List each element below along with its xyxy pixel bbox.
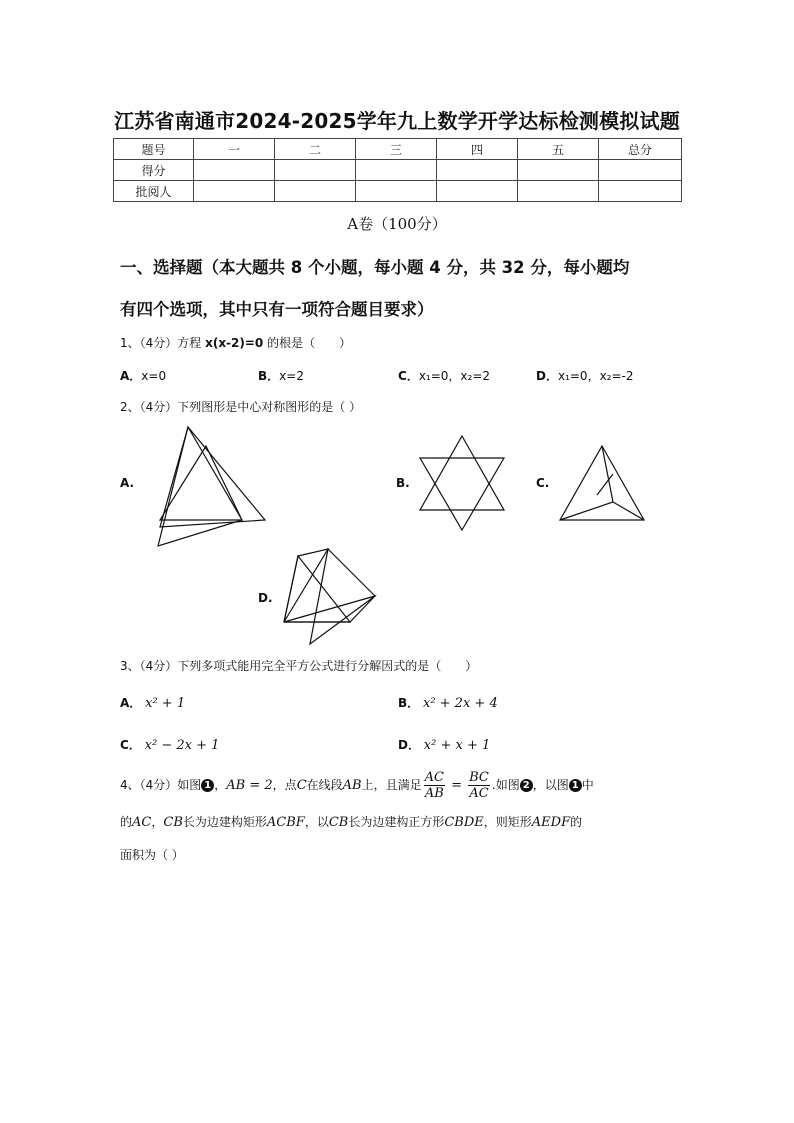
q4-math: AC xyxy=(132,815,152,830)
option-text: x=0 xyxy=(141,369,167,383)
option-text: x₁=0，x₂=-2 xyxy=(557,369,634,383)
header-cell: 三 xyxy=(356,139,437,160)
fraction-ac-ab xyxy=(424,770,445,801)
score-cell xyxy=(518,181,599,202)
option-text: x=2 xyxy=(279,369,304,383)
header-cell: 二 xyxy=(275,139,356,160)
option-expression: x² + 1 xyxy=(145,696,186,711)
score-table xyxy=(113,138,682,202)
score-cell xyxy=(437,160,518,181)
q4-math: CB xyxy=(328,815,349,830)
q1-stem-suffix: 的根是（ ） xyxy=(263,336,352,350)
score-row xyxy=(114,160,682,181)
score-cell xyxy=(437,181,518,202)
fraction-denominator: AC xyxy=(469,786,489,801)
q4-text: 的 xyxy=(120,815,133,829)
option-label: D． xyxy=(398,738,420,752)
q2-stem: 2、（4分）下列图形是中心对称图形的是（ ） xyxy=(120,400,362,414)
q1-stem xyxy=(120,334,351,351)
q4-text: ，点 xyxy=(272,778,297,792)
option-expression: x² + 2x + 4 xyxy=(422,696,498,711)
header-cell: 一 xyxy=(194,139,275,160)
option-text: x₁=0，x₂=2 xyxy=(418,369,491,383)
figure-2-marker: 2 xyxy=(520,779,533,792)
figure-b-triangle-up xyxy=(420,436,504,510)
q3-stem: 3、（4分）下列多项式能用完全平方公式进行分解因式的是（ ） xyxy=(120,659,478,673)
score-cell xyxy=(599,181,682,202)
score-cell xyxy=(599,160,682,181)
option-label: B． xyxy=(258,369,280,383)
score-cell xyxy=(356,160,437,181)
q4-text: 上，且满足 xyxy=(361,778,422,792)
q2-figure-a xyxy=(140,420,275,555)
q4-text: 中 xyxy=(581,778,594,792)
part1-heading-line1: 一、选择题（本大题共 8 个小题，每小题 4 分，共 32 分，每小题均 xyxy=(120,258,630,277)
header-cell: 总分 xyxy=(599,139,682,160)
figure-1-marker: 1 xyxy=(569,779,582,792)
q1-option-c xyxy=(398,367,490,384)
q4-text: ，则矩形 xyxy=(483,815,532,829)
figure-1-marker: 1 xyxy=(201,779,214,792)
header-cell: 五 xyxy=(518,139,599,160)
q2-label-a: A. xyxy=(120,476,135,490)
q1-option-a xyxy=(120,367,166,384)
figure-b-triangle-down xyxy=(420,458,504,530)
q2-label-b: B. xyxy=(396,476,410,490)
option-expression: x² + x + 1 xyxy=(423,738,491,753)
q3-option-b xyxy=(398,694,498,711)
q2-figure-c xyxy=(555,440,650,528)
fraction-bc-ac xyxy=(468,770,490,801)
q4-text: 长为边建构正方形 xyxy=(348,815,445,829)
q4-math: AEDF xyxy=(531,815,571,830)
q4-math: AB xyxy=(342,778,362,793)
row-label: 批阅人 xyxy=(114,181,194,202)
q1-stem-prefix: 1、（4分）方程 xyxy=(120,336,206,350)
q3-option-c xyxy=(120,736,219,753)
reviewer-row xyxy=(114,181,682,202)
option-label: C． xyxy=(120,738,141,752)
option-label: A． xyxy=(120,369,142,383)
option-label: D． xyxy=(536,369,558,383)
figure-c-inner-line-1 xyxy=(560,446,613,520)
figure-a-triangle-3 xyxy=(158,427,242,546)
q4-text: ， xyxy=(151,815,164,829)
score-table-header-row xyxy=(114,139,682,160)
q4-stem-line3: 面积为（ ） xyxy=(120,848,184,862)
q3-option-d xyxy=(398,736,490,753)
section-title: A卷（100分） xyxy=(347,215,447,233)
option-label: B． xyxy=(398,696,420,710)
q3-option-a xyxy=(120,694,185,711)
q4-text: ， xyxy=(214,778,227,792)
q4-math: CB xyxy=(163,815,183,830)
fraction-numerator: BC xyxy=(469,770,489,785)
header-cell: 四 xyxy=(437,139,518,160)
q4-stem-line2 xyxy=(120,813,582,830)
q4-text: 长为边建构矩形 xyxy=(182,815,267,829)
q4-stem-line1 xyxy=(120,768,594,803)
score-cell xyxy=(356,181,437,202)
option-expression: x² − 2x + 1 xyxy=(144,738,220,753)
exam-title: 江苏省南通市2024-2025学年九上数学开学达标检测模拟试题 xyxy=(114,109,680,133)
score-cell xyxy=(275,160,356,181)
q2-label-c: C. xyxy=(536,476,550,490)
q2-figure-d xyxy=(278,544,380,648)
q4-text: 4、（4分）如图 xyxy=(120,778,202,792)
q4-math: ACBF xyxy=(266,815,305,830)
q4-text: 在线段 xyxy=(306,778,343,792)
fraction-numerator: AC xyxy=(424,770,444,785)
q1-equation: x(x-2)=0 xyxy=(205,336,264,350)
score-cell xyxy=(194,160,275,181)
fraction-denominator: AB xyxy=(424,786,444,801)
equals-sign: = xyxy=(446,778,467,793)
q4-text: .如图 xyxy=(491,778,520,792)
score-cell xyxy=(194,181,275,202)
q2-figure-b xyxy=(415,432,510,534)
q1-option-b xyxy=(258,367,304,384)
figure-c-outer-triangle xyxy=(560,446,644,520)
option-label: C． xyxy=(398,369,419,383)
q2-label-d: D. xyxy=(258,591,273,605)
q4-math: AB = 2 xyxy=(226,778,273,793)
part1-heading-line2: 有四个选项，其中只有一项符合题目要求） xyxy=(120,300,434,319)
q4-text: 的 xyxy=(570,815,583,829)
header-cell: 题号 xyxy=(114,139,194,160)
row-label: 得分 xyxy=(114,160,194,181)
q4-math: C xyxy=(296,778,307,793)
score-cell xyxy=(275,181,356,202)
score-cell xyxy=(518,160,599,181)
q4-text: ，以 xyxy=(304,815,329,829)
q1-option-d xyxy=(536,367,634,384)
q4-text: ，以图 xyxy=(532,778,569,792)
q4-math: CBDE xyxy=(444,815,484,830)
option-label: A． xyxy=(120,696,142,710)
